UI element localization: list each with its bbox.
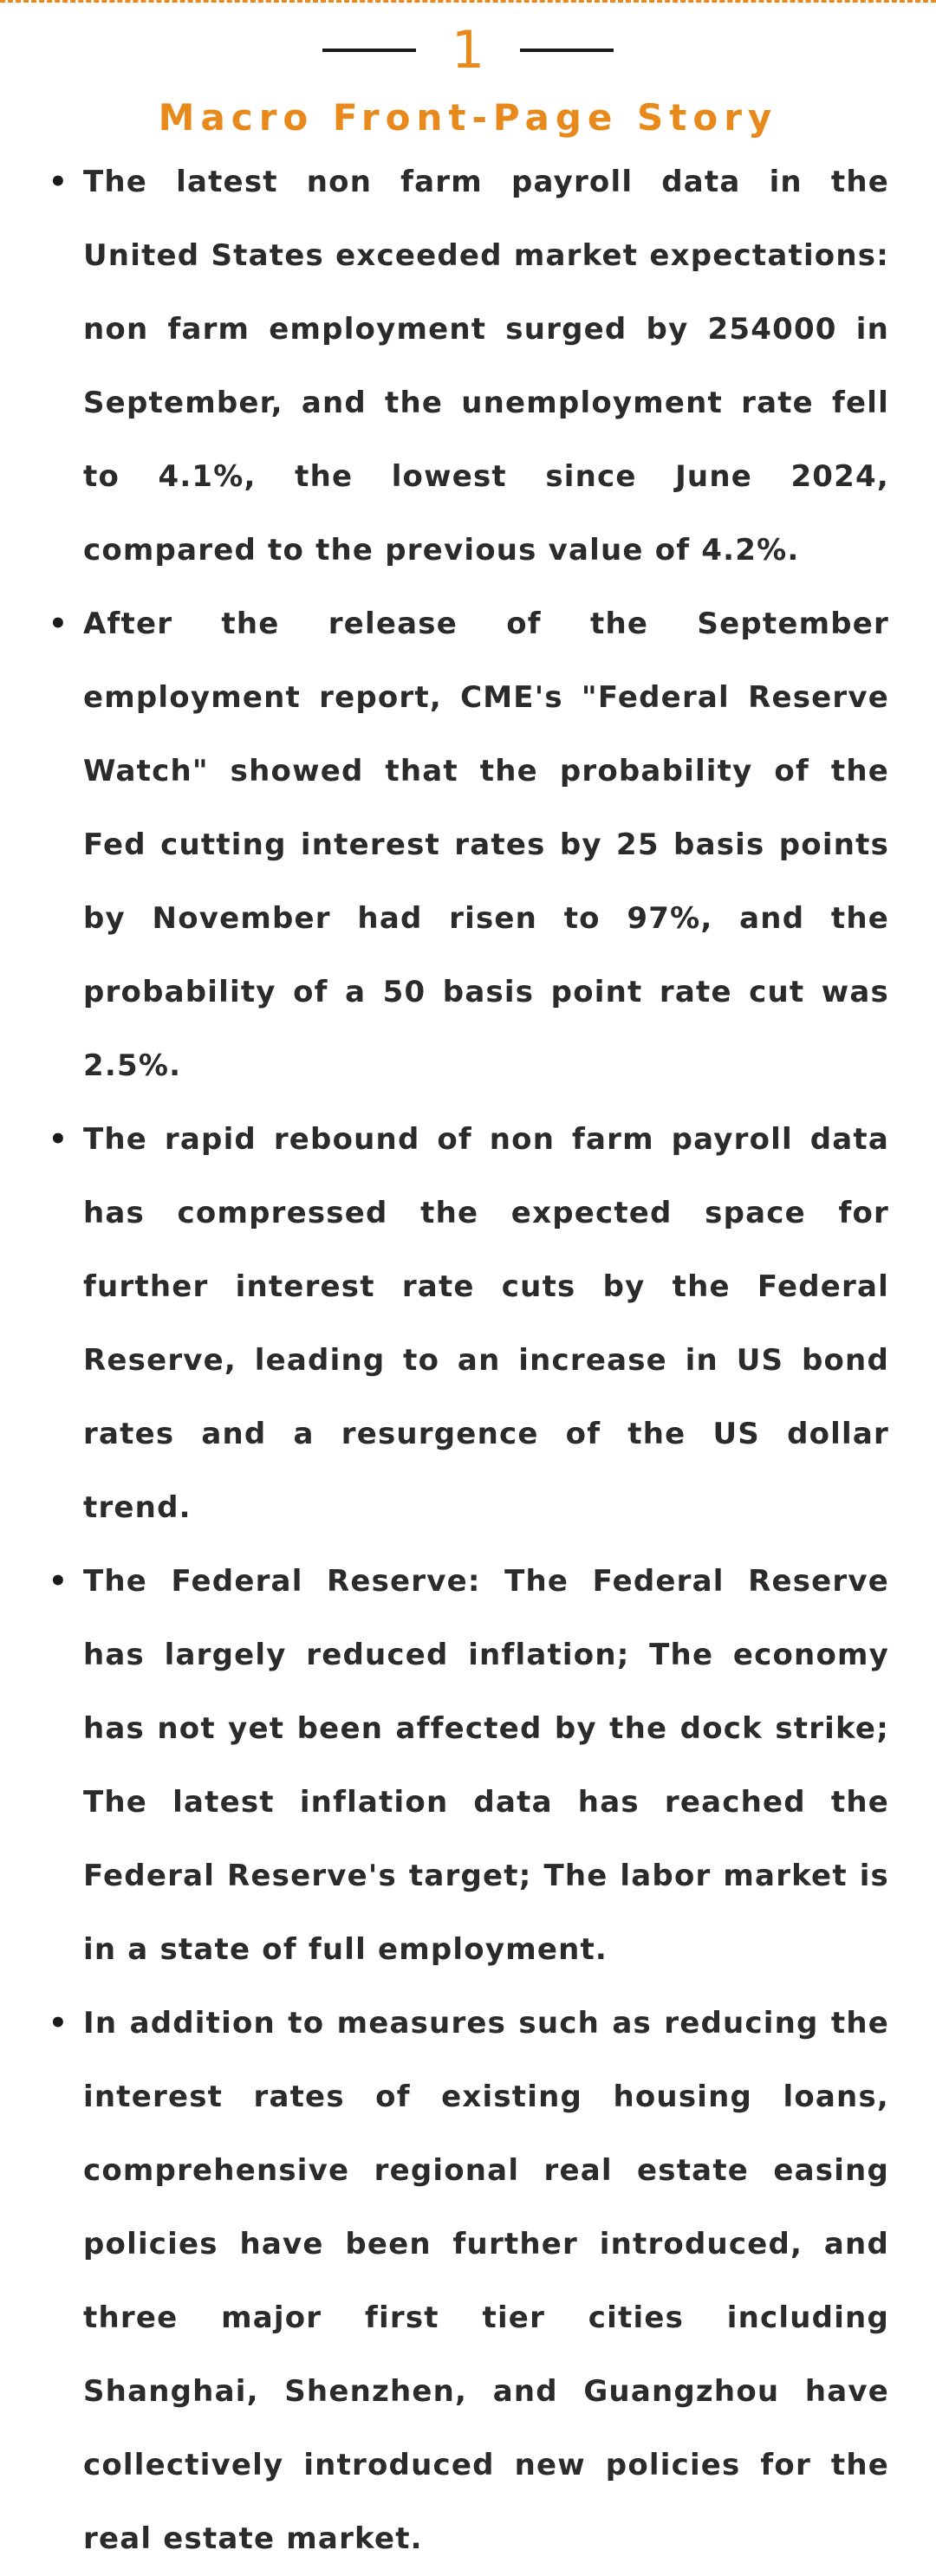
story-text: The Federal Reserve: The Federal Reserve has largely reduced inflation; The economy has not yet been affected by the dock strike; The latest inflation data has reached the Federal Reserve's target; The labor market is in a state of full employment.	[83, 1564, 889, 1967]
bullet-icon: •	[49, 1564, 68, 1599]
bullet-icon: •	[49, 1122, 68, 1157]
story-item-payroll	[49, 146, 889, 587]
story-item-real-estate	[49, 1987, 889, 2576]
section-number-row	[0, 17, 936, 83]
section-title: Macro Front-Page Story	[158, 96, 778, 139]
story-item-rate-cuts	[49, 1103, 889, 1545]
top-dashed-border	[0, 0, 936, 3]
bullet-icon: •	[49, 165, 68, 199]
story-text: In addition to measures such as reducing the interest rates of existing housing loans, comprehensive regional real estate easing policies have been further introduced, and three major first tier cities including Shanghai, Shenzhen, and Guangzhou have collectively introduced new policies for the real estate market.	[83, 2006, 889, 2556]
story-item-federal-reserve	[49, 1545, 889, 1987]
bullet-icon: •	[49, 607, 68, 641]
bullet-icon: •	[49, 2006, 68, 2041]
story-list	[49, 146, 889, 2576]
story-text: After the release of the September employment report, CME's "Federal Reserve Watch" showed that the probability of the Fed cutting interest rates by 25 basis points by November had risen to 97%, and the probability of a 50 basis point rate cut was 2.5%.	[83, 607, 889, 1083]
story-item-fed-watch	[49, 587, 889, 1103]
section-header	[0, 17, 936, 142]
story-text: The rapid rebound of non farm payroll data has compressed the expected space for further interest rate cuts by the Federal Reserve, leading to an increase in US bond rates and a resurgence of the US dollar trend.	[83, 1122, 889, 1525]
left-decorative-rule	[322, 49, 416, 52]
right-decorative-rule	[520, 49, 614, 52]
section-number: 1	[451, 20, 485, 81]
story-text: The latest non farm payroll data in the United States exceeded market expectations: non farm employment surged by 254000 in September, and the unemployment rate fell to 4.1%, the lowest since June 2024, compared to the previous value of 4.2%.	[83, 165, 889, 568]
